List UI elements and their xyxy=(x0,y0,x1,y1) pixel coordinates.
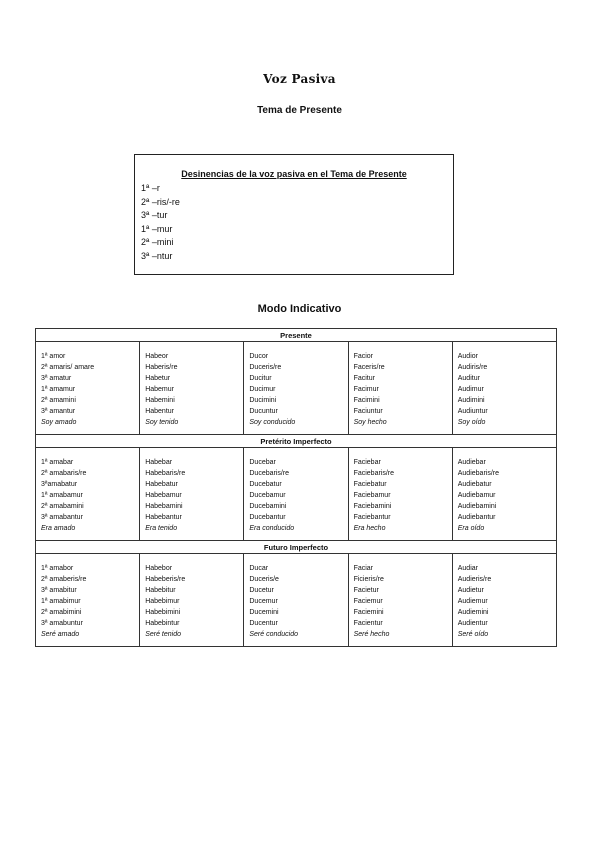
verb-cell xyxy=(36,554,140,647)
translation: Era conducido xyxy=(249,525,295,532)
translation: Soy conducido xyxy=(249,419,296,426)
verb-form: Ducimini xyxy=(249,397,277,404)
ending-line: 1ª –r xyxy=(141,183,160,193)
verb-cell xyxy=(36,342,140,435)
translation: Era tenido xyxy=(145,525,178,532)
verb-form: 2ª amabamini xyxy=(41,503,84,510)
verb-form: 2ª amabaris/re xyxy=(41,470,87,477)
verb-form: Habemur xyxy=(145,386,174,393)
verb-form: Habentur xyxy=(145,408,174,415)
verb-form: Audiebantur xyxy=(457,514,496,521)
verb-form: Haberis/re xyxy=(145,364,178,371)
conjugation-table xyxy=(35,328,557,647)
verb-form: Facimur xyxy=(353,386,379,393)
verb-form: Audiar xyxy=(457,565,478,572)
conjugation-row xyxy=(36,554,557,647)
verb-form: Duceris/re xyxy=(249,364,282,371)
verb-form: Habebantur xyxy=(145,514,182,521)
verb-cell xyxy=(244,448,348,541)
verb-form: Habebimur xyxy=(145,598,180,605)
verb-form: Ducebamur xyxy=(249,492,286,499)
verb-form: Habeberis/re xyxy=(145,576,186,583)
verb-form: Audiebaris/re xyxy=(457,470,499,477)
verb-form: 3ª amantur xyxy=(41,408,76,415)
verb-form: Audimur xyxy=(457,386,484,393)
verb-form: 3ª amabuntur xyxy=(41,620,83,627)
verb-form: Audiebatur xyxy=(457,481,492,488)
tense-header: Futuro Imperfecto xyxy=(36,541,557,554)
verb-form: Audiemur xyxy=(457,598,488,605)
endings-box-title: Desinencias de la voz pasiva en el Tema de Presente xyxy=(181,169,407,179)
verb-cell xyxy=(244,554,348,647)
verb-form: Habetur xyxy=(145,375,171,382)
verb-cell xyxy=(452,342,556,435)
ending-line: 1ª –mur xyxy=(141,223,173,234)
verb-form: Ducebaris/re xyxy=(249,470,290,477)
verb-form: Ducentur xyxy=(249,620,278,627)
ending-line: 2ª –ris/-re xyxy=(141,196,180,207)
verb-form: 1ª amamur xyxy=(41,386,76,393)
verb-form: Facietur xyxy=(353,587,379,594)
verb-form: Audiebamini xyxy=(457,503,497,510)
verb-form: Audiebamur xyxy=(457,492,496,499)
verb-form: 3ªamabatur xyxy=(41,481,78,488)
verb-form: Ducitur xyxy=(249,375,272,382)
verb-form: Faciebamini xyxy=(353,503,392,510)
translation: Seré hecho xyxy=(353,631,390,638)
verb-form: Ficieris/re xyxy=(353,576,384,583)
verb-form: Audimini xyxy=(457,397,485,404)
verb-form: Faceris/re xyxy=(353,364,385,371)
verb-form: 2ª amaris/ amare xyxy=(41,364,95,371)
verb-form: 3ª amatur xyxy=(41,375,72,382)
verb-form: 3ª amabantur xyxy=(41,514,83,521)
endings-box xyxy=(134,154,454,275)
verb-cell xyxy=(140,448,244,541)
translation: Seré amado xyxy=(41,631,80,638)
verb-cell xyxy=(452,554,556,647)
section-heading-modo: Modo Indicativo xyxy=(257,303,342,315)
verb-form: Habeor xyxy=(145,353,169,360)
verb-cell xyxy=(36,448,140,541)
verb-form: Ducebar xyxy=(249,459,276,466)
verb-form: Ducuntur xyxy=(249,408,278,415)
verb-form: Duceris/e xyxy=(249,576,279,583)
verb-form: Ducebantur xyxy=(249,514,286,521)
verb-form: Faciebatur xyxy=(353,481,387,488)
verb-form: 2ª amabimini xyxy=(41,609,82,616)
verb-form: 2ª amamini xyxy=(41,397,76,404)
verb-form: Habebintur xyxy=(145,620,180,627)
verb-form: 1ª amor xyxy=(41,353,66,360)
tense-header: Pretérito Imperfecto xyxy=(36,435,557,448)
verb-form: Faciebamur xyxy=(353,492,391,499)
verb-cell xyxy=(452,448,556,541)
verb-form: Faciar xyxy=(353,565,374,572)
verb-form: Audientur xyxy=(457,620,488,627)
verb-form: Faciuntur xyxy=(353,408,383,415)
page-title: Voz Pasiva xyxy=(263,72,336,86)
verb-form: Facimini xyxy=(353,397,380,404)
verb-form: Ducemini xyxy=(249,609,279,616)
verb-form: 1ª amabamur xyxy=(41,492,83,499)
ending-line: 3ª –ntur xyxy=(141,250,173,261)
verb-form: Audior xyxy=(457,353,478,360)
verb-form: 1ª amabar xyxy=(41,459,74,466)
translation: Seré oído xyxy=(457,631,489,638)
verb-form: Facior xyxy=(353,353,374,360)
verb-cell xyxy=(348,342,452,435)
verb-form: Faciebar xyxy=(353,459,381,466)
translation: Soy hecho xyxy=(353,419,387,426)
verb-cell xyxy=(348,448,452,541)
verb-form: Ducebamini xyxy=(249,503,287,510)
ending-line: 2ª –mini xyxy=(141,237,174,247)
conjugation-row xyxy=(36,448,557,541)
verb-cell xyxy=(140,342,244,435)
translation: Era amado xyxy=(41,525,76,532)
translation: Era hecho xyxy=(353,525,386,532)
verb-form: Auditur xyxy=(457,375,480,382)
verb-form: Audietur xyxy=(457,587,484,594)
translation: Seré tenido xyxy=(145,631,181,638)
verb-form: Habebar xyxy=(145,459,173,466)
conjugation-row xyxy=(36,342,557,435)
verb-cell xyxy=(244,342,348,435)
verb-form: Ducebatur xyxy=(249,481,282,488)
verb-form: Ducimur xyxy=(249,386,276,393)
verb-cell xyxy=(140,554,244,647)
verb-form: Faciebaris/re xyxy=(353,470,395,477)
translation: Era oído xyxy=(457,525,485,532)
verb-form: Audieris/re xyxy=(457,576,492,583)
verb-form: Faciemini xyxy=(353,609,384,616)
verb-form: 3ª amabitur xyxy=(41,587,77,594)
verb-cell xyxy=(348,554,452,647)
translation: Soy oído xyxy=(457,419,486,426)
tense-header: Presente xyxy=(36,329,557,342)
verb-form: Habebamini xyxy=(145,503,183,510)
verb-form: Ducetur xyxy=(249,587,274,594)
verb-form: Audiebar xyxy=(457,459,486,466)
verb-form: Audiemini xyxy=(457,609,489,616)
verb-form: Facitur xyxy=(353,375,375,382)
translation: Seré conducido xyxy=(249,631,299,638)
ending-line: 3ª –tur xyxy=(141,210,168,220)
verb-form: 2ª amaberis/re xyxy=(41,576,87,583)
verb-form: Faciemur xyxy=(353,598,383,605)
verb-form: 1ª amabimur xyxy=(41,598,81,605)
verb-form: Habebaris/re xyxy=(145,470,186,477)
translation: Soy amado xyxy=(41,419,77,426)
translation: Soy tenido xyxy=(145,419,179,426)
verb-form: Habemini xyxy=(145,397,175,404)
verb-form: Ducar xyxy=(249,565,269,572)
verb-form: Audiuntur xyxy=(457,408,488,415)
verb-form: Habebamur xyxy=(145,492,182,499)
verb-form: Ducor xyxy=(249,353,269,360)
verb-form: Habebimini xyxy=(145,609,181,616)
verb-form: Facientur xyxy=(353,620,383,627)
verb-form: Audiris/re xyxy=(457,364,488,371)
verb-form: Habebatur xyxy=(145,481,178,488)
verb-form: Habebor xyxy=(145,565,173,572)
verb-form: Faciebantur xyxy=(353,514,391,521)
verb-form: Ducemur xyxy=(249,598,278,605)
verb-form: 1ª amabor xyxy=(41,565,74,572)
verb-form: Habebitur xyxy=(145,587,176,594)
page-subtitle: Tema de Presente xyxy=(257,105,342,116)
